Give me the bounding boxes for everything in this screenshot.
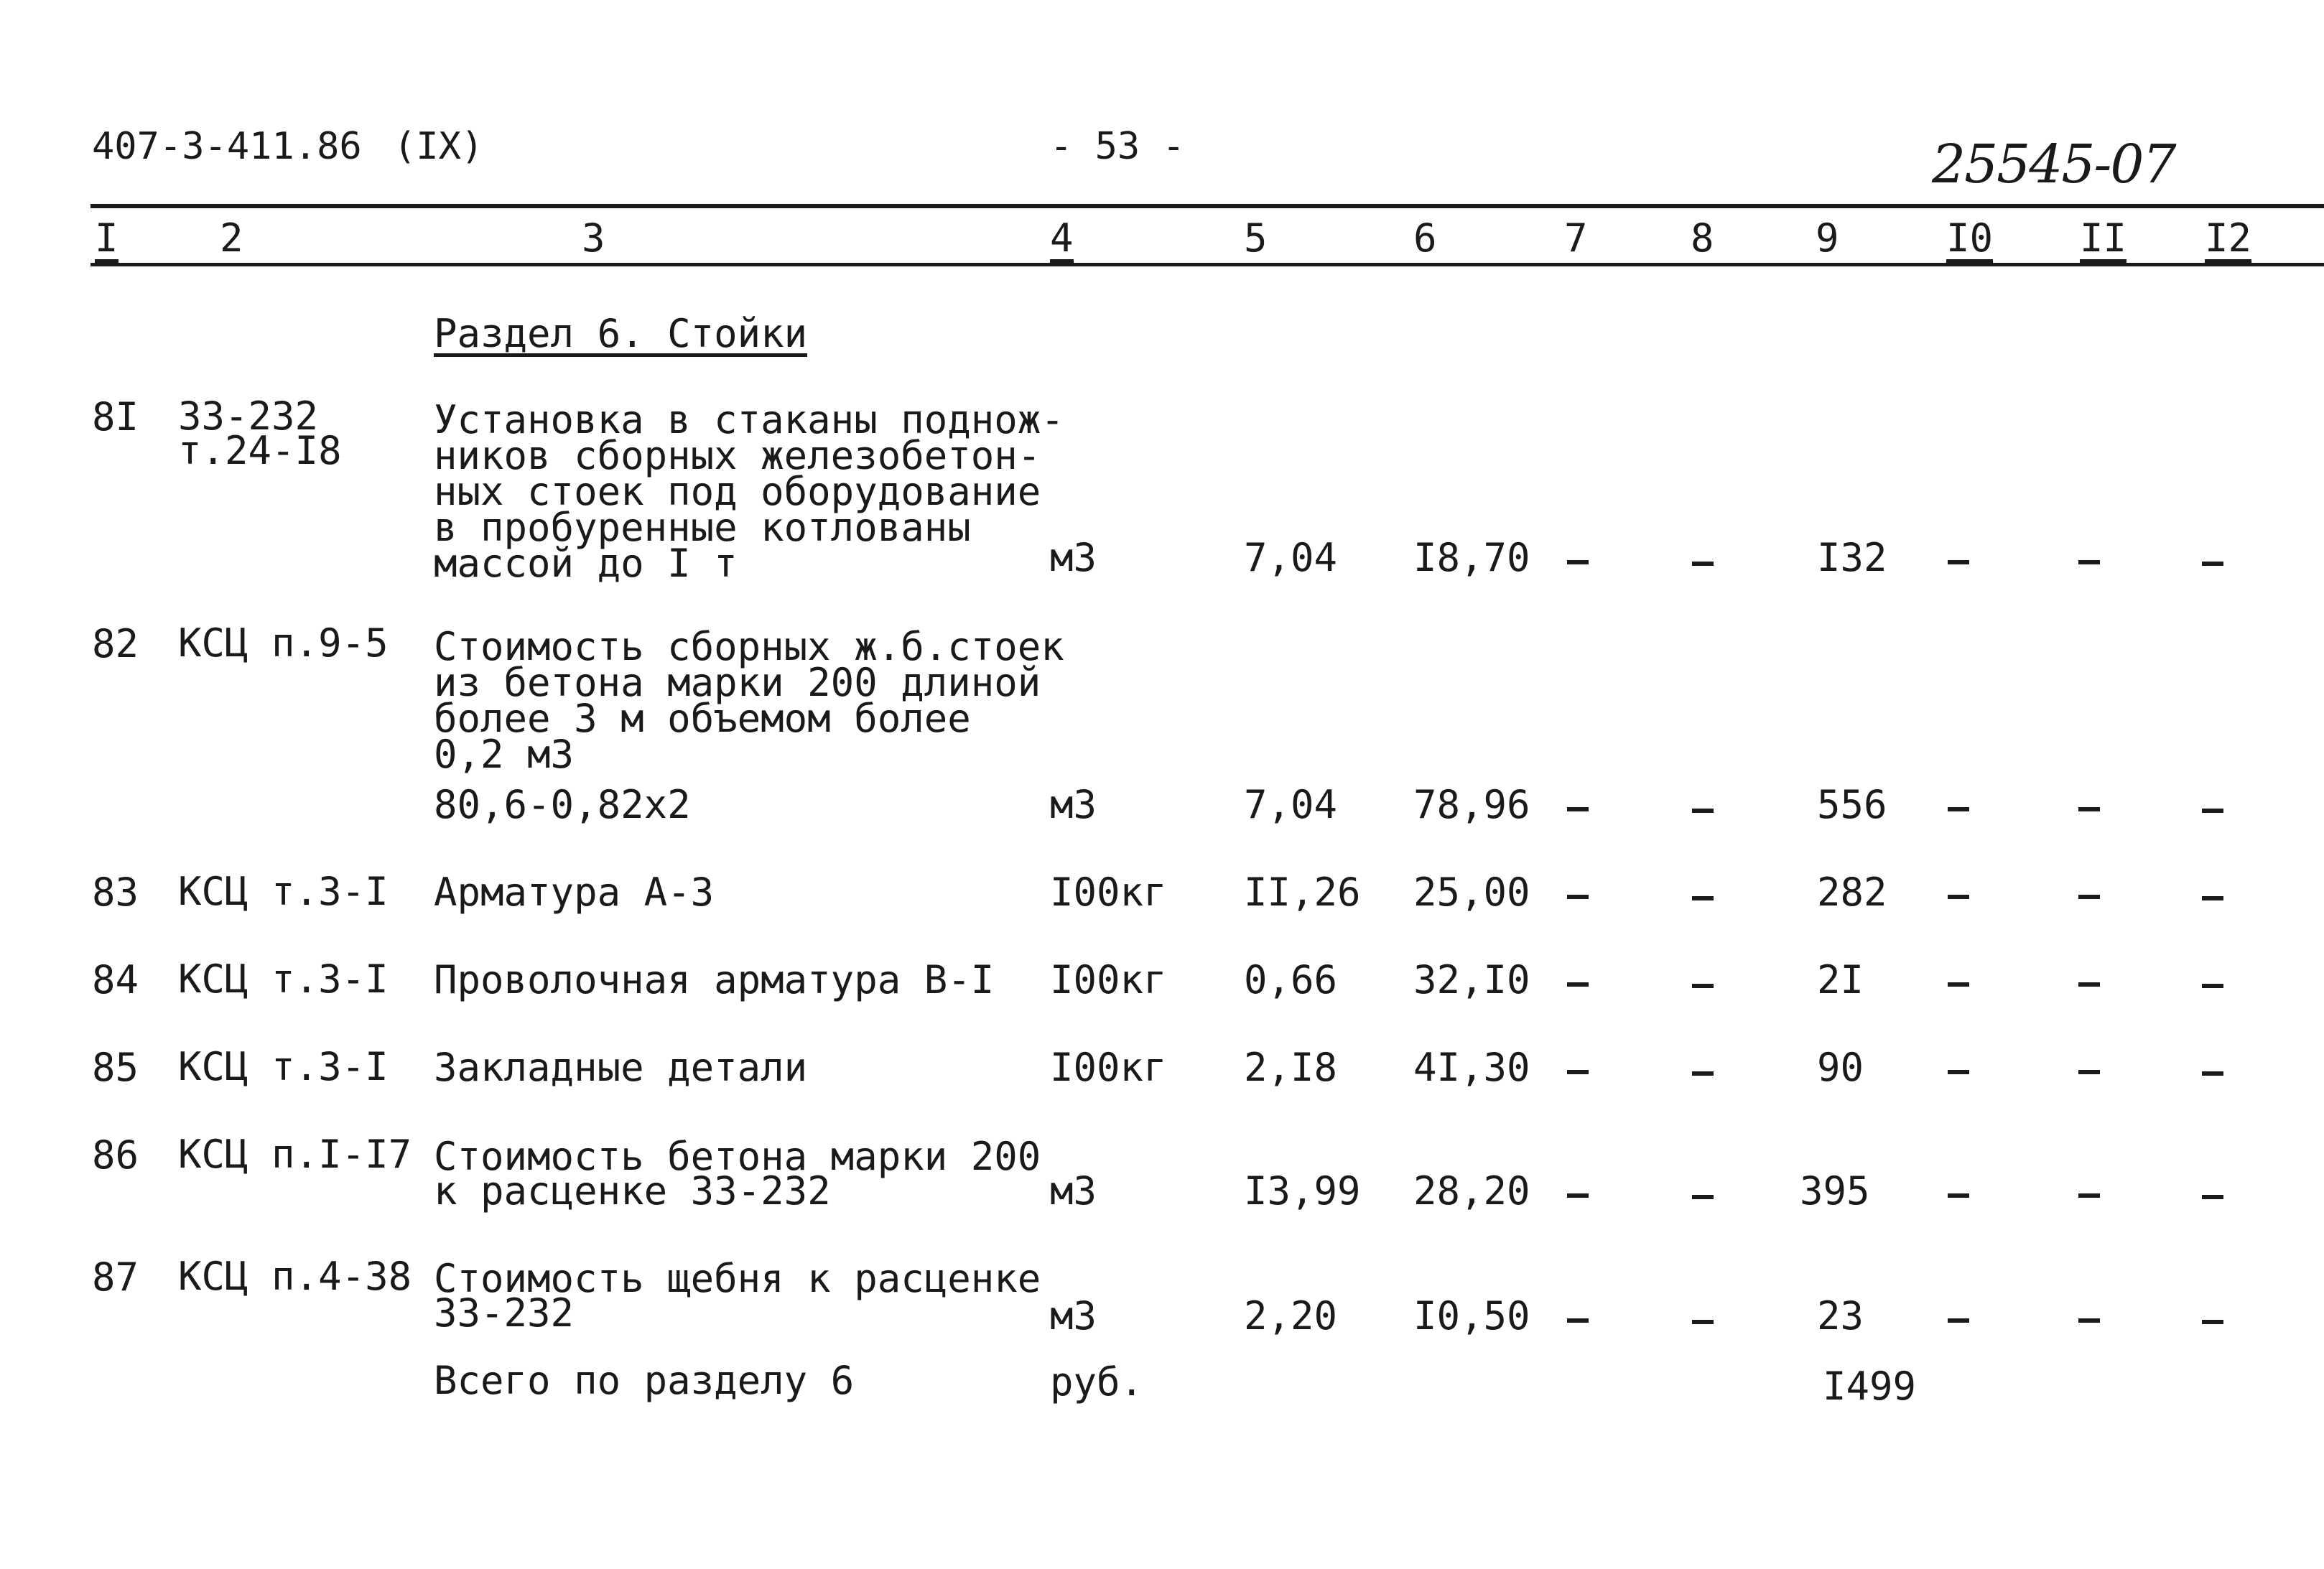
empty-cell-dash: [1692, 562, 1714, 566]
total-cost: 282: [1817, 870, 1887, 915]
empty-cell-dash: [2078, 560, 2100, 564]
empty-cell-dash: [2202, 896, 2223, 900]
description-line: Стоимость щебня к расценке: [434, 1256, 1041, 1301]
total-cost: 23: [1817, 1293, 1864, 1338]
total-cost: 395: [1800, 1168, 1870, 1214]
row-number: 83: [92, 870, 139, 915]
unit-price: 28,20: [1413, 1168, 1530, 1214]
unit: м3: [1050, 782, 1097, 827]
description-line: Проволочная арматура В-I: [434, 957, 995, 1002]
empty-cell-dash: [2202, 809, 2223, 813]
empty-cell-dash: [1567, 807, 1589, 811]
empty-cell-dash: [1567, 895, 1589, 899]
description-line: из бетона марки 200 длиной: [434, 660, 1041, 705]
description-line: ных стоек под оборудование: [434, 469, 1041, 514]
empty-cell-dash: [2202, 562, 2223, 566]
description-line: 33-232: [434, 1290, 575, 1336]
description-line: массой до I т: [434, 541, 738, 586]
header-bottom-rule: [90, 263, 2324, 266]
rate-code: т.24-I8: [178, 428, 342, 473]
empty-cell-dash: [1692, 896, 1714, 900]
total-cost: I32: [1817, 535, 1887, 580]
rate-code: КСЦ п.I-I7: [178, 1132, 412, 1177]
quantity: 0,66: [1244, 957, 1338, 1002]
unit: I00кг: [1050, 1045, 1167, 1090]
rate-code: КСЦ т.3-I: [178, 869, 389, 914]
description-line: Закладные детали: [434, 1045, 808, 1090]
empty-cell-dash: [1567, 982, 1589, 987]
quantity: 2,20: [1244, 1293, 1338, 1338]
header-top-rule: [90, 204, 2324, 208]
section-total-label: Всего по разделу 6: [434, 1358, 855, 1403]
empty-cell-dash: [1948, 982, 1969, 987]
description-line: Установка в стаканы поднож-: [434, 397, 1064, 442]
column-header-12: I2: [2205, 219, 2251, 263]
empty-cell-dash: [1948, 1318, 1969, 1323]
column-header-2: 2: [220, 215, 243, 261]
empty-cell-dash: [1692, 984, 1714, 988]
unit: м3: [1050, 1168, 1097, 1214]
empty-cell-dash: [1948, 560, 1969, 564]
column-header-1: I: [95, 219, 118, 263]
description-line: к расценке 33-232: [434, 1168, 831, 1214]
description-line: 0,2 м3: [434, 732, 575, 777]
section-title: Раздел 6. Стойки: [434, 311, 808, 356]
row-number: 8I: [92, 394, 139, 439]
empty-cell-dash: [2078, 895, 2100, 899]
empty-cell-dash: [1567, 560, 1589, 564]
column-header-4: 4: [1050, 219, 1074, 263]
description-line: Стоимость бетона марки 200: [434, 1134, 1041, 1179]
column-header-6: 6: [1413, 215, 1437, 261]
unit: I00кг: [1050, 870, 1167, 915]
row-number: 87: [92, 1254, 139, 1300]
rate-code: КСЦ т.3-I: [178, 956, 389, 1002]
empty-cell-dash: [1948, 807, 1969, 811]
empty-cell-dash: [1567, 1193, 1589, 1198]
empty-cell-dash: [1692, 1320, 1714, 1324]
column-header-10: I0: [1946, 219, 1993, 263]
description-line: ников сборных железобетон-: [434, 433, 1041, 478]
section-total-value: I499: [1823, 1364, 1917, 1409]
page-number: - 53 -: [1050, 125, 1185, 168]
empty-cell-dash: [1948, 895, 1969, 899]
empty-cell-dash: [2078, 1318, 2100, 1323]
rate-code: 33-232: [178, 394, 319, 439]
quantity: 7,04: [1244, 782, 1338, 827]
total-cost: 90: [1817, 1045, 1864, 1090]
quantity: I3,99: [1244, 1168, 1361, 1214]
row-number: 84: [92, 957, 139, 1002]
unit: I00кг: [1050, 957, 1167, 1002]
row-number: 86: [92, 1132, 139, 1178]
empty-cell-dash: [2078, 1193, 2100, 1198]
handwritten-inventory-number: 25545-07: [1932, 134, 2175, 195]
quantity: II,26: [1244, 870, 1361, 915]
rate-code: КСЦ т.3-I: [178, 1044, 389, 1089]
volume-number: (IX): [394, 125, 484, 168]
empty-cell-dash: [1948, 1070, 1969, 1074]
unit-price: 25,00: [1413, 870, 1530, 915]
unit-price: 32,I0: [1413, 957, 1530, 1002]
total-cost: 556: [1817, 782, 1887, 827]
empty-cell-dash: [2202, 984, 2223, 988]
total-cost: 2I: [1817, 957, 1864, 1002]
empty-cell-dash: [2078, 1070, 2100, 1074]
empty-cell-dash: [1692, 809, 1714, 813]
description-line: Стоимость сборных ж.б.стоек: [434, 624, 1064, 669]
description-line: Арматура А-3: [434, 870, 715, 915]
column-header-9: 9: [1816, 215, 1839, 261]
column-header-11: II: [2080, 219, 2127, 263]
unit-price: 4I,30: [1413, 1045, 1530, 1090]
unit-price: I8,70: [1413, 535, 1530, 580]
row-number: 85: [92, 1045, 139, 1090]
quantity: 7,04: [1244, 535, 1338, 580]
description-line: более 3 м объемом более: [434, 696, 971, 741]
empty-cell-dash: [1567, 1070, 1589, 1074]
row-number: 82: [92, 621, 139, 666]
empty-cell-dash: [2078, 982, 2100, 987]
column-header-3: 3: [582, 215, 605, 261]
rate-code: КСЦ п.9-5: [178, 620, 389, 666]
unit: м3: [1050, 535, 1097, 580]
empty-cell-dash: [1948, 1193, 1969, 1198]
unit-price: 78,96: [1413, 782, 1530, 827]
description-line: в пробуренные котлованы: [434, 505, 971, 550]
empty-cell-dash: [1692, 1071, 1714, 1076]
price-formula: 80,6-0,82x2: [434, 782, 691, 827]
empty-cell-dash: [2202, 1071, 2223, 1076]
empty-cell-dash: [1567, 1318, 1589, 1323]
unit-price: I0,50: [1413, 1293, 1530, 1338]
empty-cell-dash: [2202, 1195, 2223, 1199]
section-total-unit: руб.: [1050, 1359, 1144, 1405]
column-header-8: 8: [1691, 215, 1714, 261]
empty-cell-dash: [1692, 1195, 1714, 1199]
empty-cell-dash: [2202, 1320, 2223, 1324]
document-code: 407-3-411.86: [92, 125, 362, 168]
unit: м3: [1050, 1293, 1097, 1338]
column-header-5: 5: [1244, 215, 1268, 261]
rate-code: КСЦ п.4-38: [178, 1254, 412, 1299]
empty-cell-dash: [2078, 807, 2100, 811]
column-header-7: 7: [1564, 215, 1588, 261]
quantity: 2,I8: [1244, 1045, 1338, 1090]
